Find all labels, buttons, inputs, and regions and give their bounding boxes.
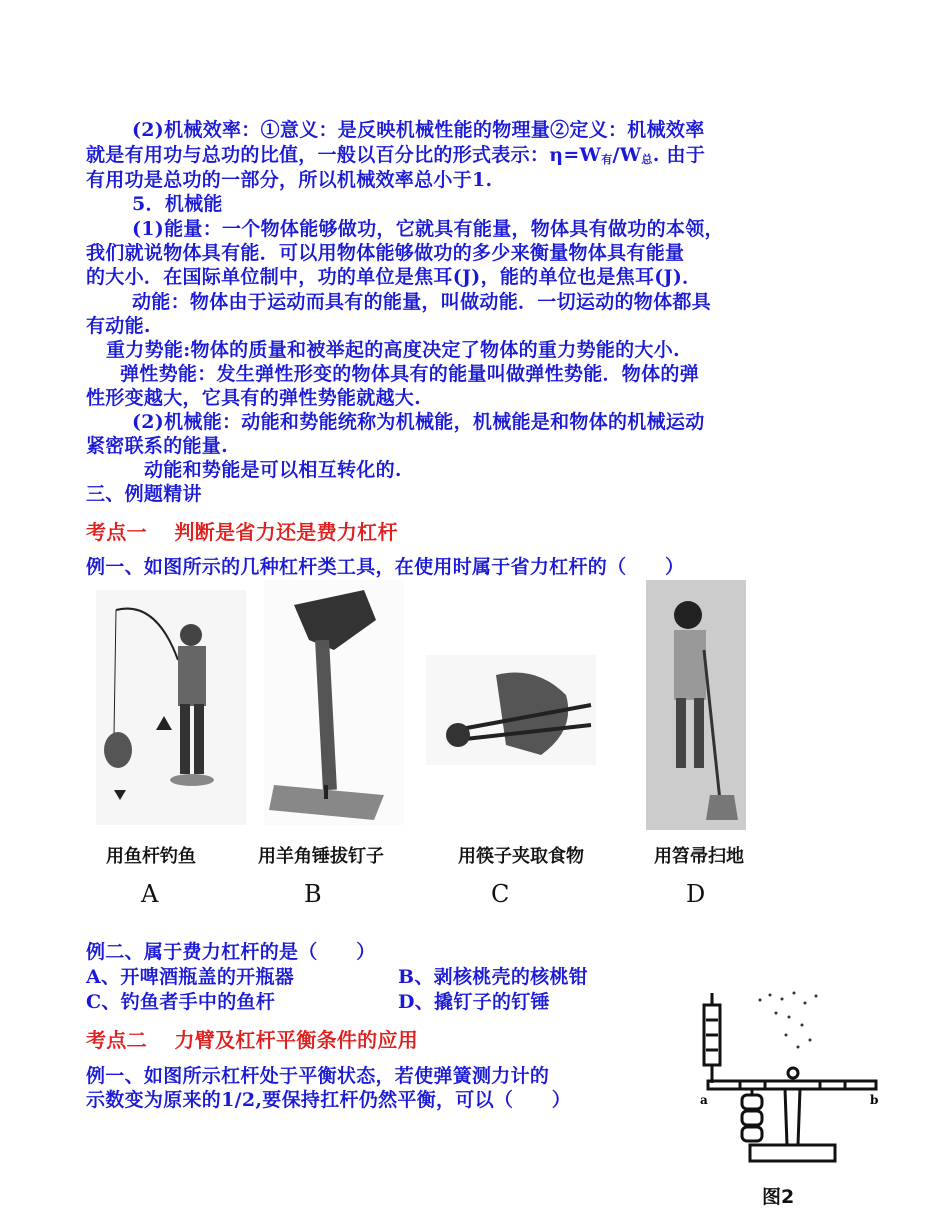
text-line: (1)能量：一个物体能够做功，它就具有能量，物体具有做功的本领， [132,218,724,240]
lever-end-mark-right: b [870,1093,879,1107]
caption-b: 用羊角锤拔钉子 [258,846,384,867]
photo-hammer [264,580,404,825]
example-question-1: 例一、如图所示的几种杠杆类工具，在使用时属于省力杠杆的（ ） [86,556,685,578]
lever-end-mark-left: a [700,1093,708,1107]
text-line: 我们就说物体具有能．可以用物体能够做功的多少来衡量物体具有能量 [86,242,685,264]
photo-chopsticks [426,655,596,765]
topic-heading-1: 考点一 判断是省力还是费力杠杆 [86,520,398,544]
letter-a: A [141,880,159,908]
text-line: 有用功是总功的一部分，所以机械效率总小于1. [86,169,493,191]
text-line: 重力势能:物体的质量和被举起的高度决定了物体的重力势能的大小. [106,339,680,361]
subscript-total: 总 [641,153,653,166]
section-heading: 三、例题精讲 [86,483,202,505]
option-c: C、钓鱼者手中的鱼杆 [86,991,276,1013]
letter-b: B [304,880,322,908]
example-question-2: 例二、属于费力杠杆的是（ ） [86,941,376,963]
subscript-useful: 有 [601,153,613,166]
text-line: 性形变越大，它具有的弹性势能就越大. [86,387,422,409]
text-line: (2)机械能：动能和势能统称为机械能，机械能是和物体的机械运动 [132,411,705,433]
letter-d: D [686,880,706,908]
lever-tools-figure [86,580,746,920]
text-line: 有动能. [86,315,151,337]
example-question-3-line2: 示数变为原来的1/2,要保持扛杆仍然平衡，可以（ ） [86,1089,572,1111]
caption-c: 用筷子夹取食物 [458,846,584,867]
formula-tail: . 由于 [652,144,706,166]
letter-c: C [491,880,510,908]
photo-broom [646,580,746,830]
photo-fishing [96,590,246,825]
text-line: (2)机械效率：①意义：是反映机械性能的物理量②定义：机械效率 [132,119,705,141]
caption-d: 用笤帚扫地 [654,846,744,867]
text-line: 的大小．在国际单位制中，功的单位是焦耳(J)，能的单位也是焦耳(J)． [86,266,702,288]
example-question-3-line1: 例一、如图所示杠杆处于平衡状态，若使弹簧测力计的 [86,1065,550,1087]
topic-heading-2: 考点二 力臂及杠杆平衡条件的应用 [86,1028,419,1052]
figure-2-label: 图2 [762,1186,795,1208]
caption-a: 用鱼杆钓鱼 [106,846,196,867]
option-a: A、开啤酒瓶盖的开瓶器 [86,966,295,988]
text-line: 5．机械能 [132,193,223,215]
text-line: 动能和势能是可以相互转化的. [144,459,402,481]
text-line: 弹性势能：发生弹性形变的物体具有的能量叫做弹性势能．物体的弹 [120,363,700,385]
text-line: 紧密联系的能量. [86,435,229,457]
text-line: 动能：物体由于运动而具有的能量，叫做动能．一切运动的物体都具 [132,291,712,313]
text-fragment: 就是有用功与总功的比值，一般以百分比的形式表示：η=W [86,144,602,166]
figure-2-lever-diagram [690,985,890,1210]
option-b: B、剥核桃壳的核桃钳 [398,966,589,988]
option-d: D、撬钉子的钉锤 [398,991,550,1013]
formula-slash: /W [612,144,642,166]
